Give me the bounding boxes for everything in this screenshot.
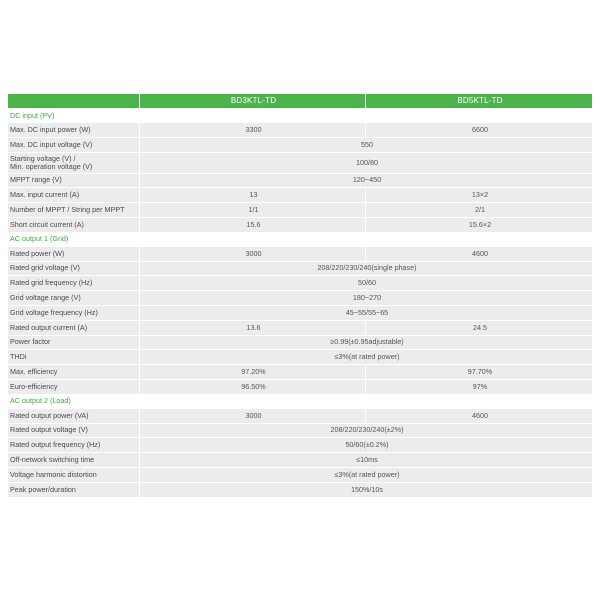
row-label: Max. DC input voltage (V) (8, 138, 139, 152)
table-row (8, 365, 592, 379)
row-value-model-a: 13 (139, 188, 365, 202)
row-value-model-b: 15.6×2 (365, 218, 592, 232)
row-value-model-a: 3000 (139, 247, 365, 261)
table-row (8, 453, 592, 467)
spec-table-body (8, 109, 592, 497)
table-row (8, 262, 592, 276)
row-label: Rated grid voltage (V) (8, 262, 139, 276)
table-row (8, 409, 592, 423)
table-row (8, 336, 592, 350)
row-label: Peak power/duration (8, 483, 139, 497)
table-row (8, 123, 592, 137)
row-value-shared: ≤3%(at rated power) (139, 468, 592, 482)
section-title: DC input (PV) (8, 109, 592, 122)
table-row (8, 276, 592, 290)
header-model-b: BD5KTL-TD (365, 94, 592, 108)
row-label: Max. DC input power (W) (8, 123, 139, 137)
row-value-model-b: 6600 (365, 123, 592, 137)
row-label: Euro-efficiency (8, 380, 139, 394)
table-row (8, 380, 592, 394)
section-header-row (8, 233, 592, 246)
row-value-model-b: 97.70% (365, 365, 592, 379)
row-value-model-b: 2/1 (365, 203, 592, 217)
row-label: Rated output voltage (V) (8, 424, 139, 438)
row-label: Starting voltage (V) / Min. operation voltage (V) (8, 153, 139, 173)
table-row (8, 350, 592, 364)
table-row (8, 291, 592, 305)
section-header-row (8, 395, 592, 408)
spec-table-header (8, 94, 592, 108)
row-label: Grid voltage range (V) (8, 291, 139, 305)
table-row (8, 424, 592, 438)
row-label: Power factor (8, 336, 139, 350)
row-value-shared: ≤10ms (139, 453, 592, 467)
table-row (8, 321, 592, 335)
table-row (8, 203, 592, 217)
header-spec-cell (8, 94, 139, 108)
row-value-shared: 100/80 (139, 153, 592, 173)
row-value-shared: 120~450 (139, 174, 592, 188)
row-value-shared: 150%/10s (139, 483, 592, 497)
row-label: Rated power (W) (8, 247, 139, 261)
row-value-model-b: 4600 (365, 247, 592, 261)
row-label: Short circuit current (A) (8, 218, 139, 232)
table-row (8, 306, 592, 320)
row-value-model-a: 97.20% (139, 365, 365, 379)
row-value-shared: 50/60 (139, 276, 592, 290)
row-value-model-b: 24.5 (365, 321, 592, 335)
table-row (8, 438, 592, 452)
row-label: THDi (8, 350, 139, 364)
row-label: Rated output frequency (Hz) (8, 438, 139, 452)
header-row (8, 94, 592, 108)
row-label: Max. efficiency (8, 365, 139, 379)
table-row (8, 188, 592, 202)
row-value-model-a: 96.50% (139, 380, 365, 394)
row-value-model-b: 4600 (365, 409, 592, 423)
table-row (8, 247, 592, 261)
row-label: Rated grid frequency (Hz) (8, 276, 139, 290)
row-value-model-b: 13×2 (365, 188, 592, 202)
table-row (8, 218, 592, 232)
row-value-model-a: 3300 (139, 123, 365, 137)
row-value-shared: 208/220/230/240(±2%) (139, 424, 592, 438)
table-row (8, 174, 592, 188)
row-label: Voltage harmonic distortion (8, 468, 139, 482)
row-label: Max. input current (A) (8, 188, 139, 202)
row-value-shared: 45~55/55~65 (139, 306, 592, 320)
row-label: Grid voltage frequency (Hz) (8, 306, 139, 320)
row-value-model-a: 1/1 (139, 203, 365, 217)
row-value-shared: ≤3%(at rated power) (139, 350, 592, 364)
row-value-model-a: 15.6 (139, 218, 365, 232)
row-label: Number of MPPT / String per MPPT (8, 203, 139, 217)
row-label: MPPT range (V) (8, 174, 139, 188)
row-label: Rated output current (A) (8, 321, 139, 335)
table-row (8, 153, 592, 173)
row-value-model-a: 3000 (139, 409, 365, 423)
row-label: Rated output power (VA) (8, 409, 139, 423)
row-value-shared: 208/220/230/240(single phase) (139, 262, 592, 276)
spec-table (8, 93, 592, 498)
row-value-shared: 180~270 (139, 291, 592, 305)
row-value-model-a: 13.6 (139, 321, 365, 335)
row-value-model-b: 97% (365, 380, 592, 394)
row-value-shared: 550 (139, 138, 592, 152)
row-value-shared: 50/60(±0.2%) (139, 438, 592, 452)
table-row (8, 138, 592, 152)
section-title: AC output 2 (Load) (8, 395, 592, 408)
section-title: AC output 1 (Grid) (8, 233, 592, 246)
row-value-shared: ≥0.99(±0.95adjustable) (139, 336, 592, 350)
section-header-row (8, 109, 592, 122)
header-model-a: BD3KTL-TD (139, 94, 365, 108)
table-row (8, 468, 592, 482)
table-row (8, 483, 592, 497)
row-label: Off-network switching time (8, 453, 139, 467)
